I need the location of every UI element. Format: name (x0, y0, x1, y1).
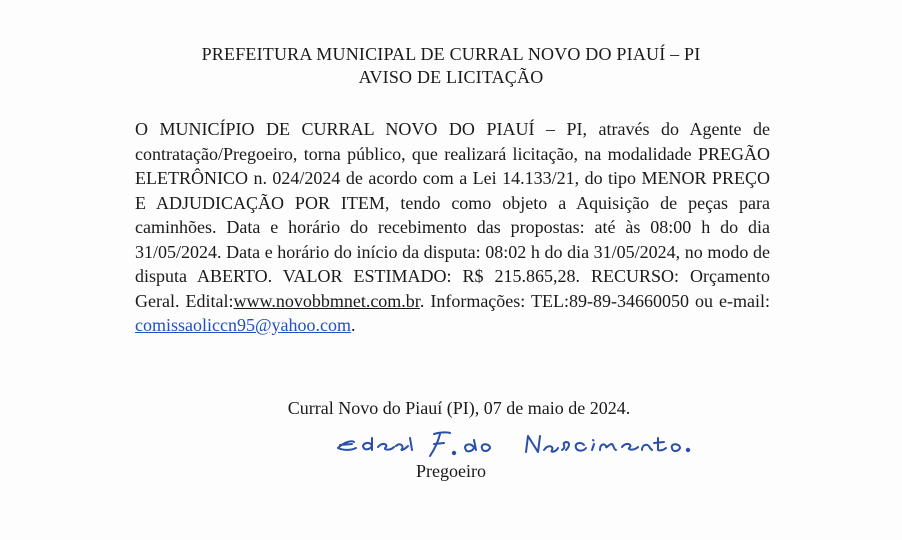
notice-body-end: . (351, 315, 356, 335)
notice-title: AVISO DE LICITAÇÃO (358, 67, 544, 87)
website-link[interactable]: www.novobbmnet.com.br (233, 290, 420, 311)
place-and-date: Curral Novo do Piauí (PI), 07 de maio de 2024. (287, 398, 631, 418)
signer-role: Pregoeiro (416, 461, 486, 481)
handwritten-signature (330, 428, 710, 462)
issuer-heading: PREFEITURA MUNICIPAL DE CURRAL NOVO DO PIAUÍ – PI (201, 44, 701, 64)
notice-body-text: O MUNICÍPIO DE CURRAL NOVO DO PIAUÍ – PI, através do Agente de contratação/Pregoeiro, torna público, que realizará licitação, na modalidade PREGÃO ELETRÔNICO n. 024/2024 de acordo com a Lei 14.133/21, do tipo MENOR PREÇO E ADJUDICAÇÃO POR ITEM, tendo como objeto a Aquisição de peças para caminhões. Data e horário do recebimento das propostas: até às 08:00 h do dia 31/05/2024. Data e horário do início da disputa: 08:02 h do dia 31/05/2024, no modo de disputa ABERTO. VALOR ESTIMADO: R$ 215.865,28. RECURSO: Orçamento Geral. Edital: (135, 119, 770, 311)
notice-body-contact: . Informações: TEL:89-89-34660050 ou e-mail: (419, 290, 770, 311)
email-link[interactable]: comissaoliccn95@yahoo.com (135, 315, 352, 335)
notice-body (135, 117, 770, 338)
